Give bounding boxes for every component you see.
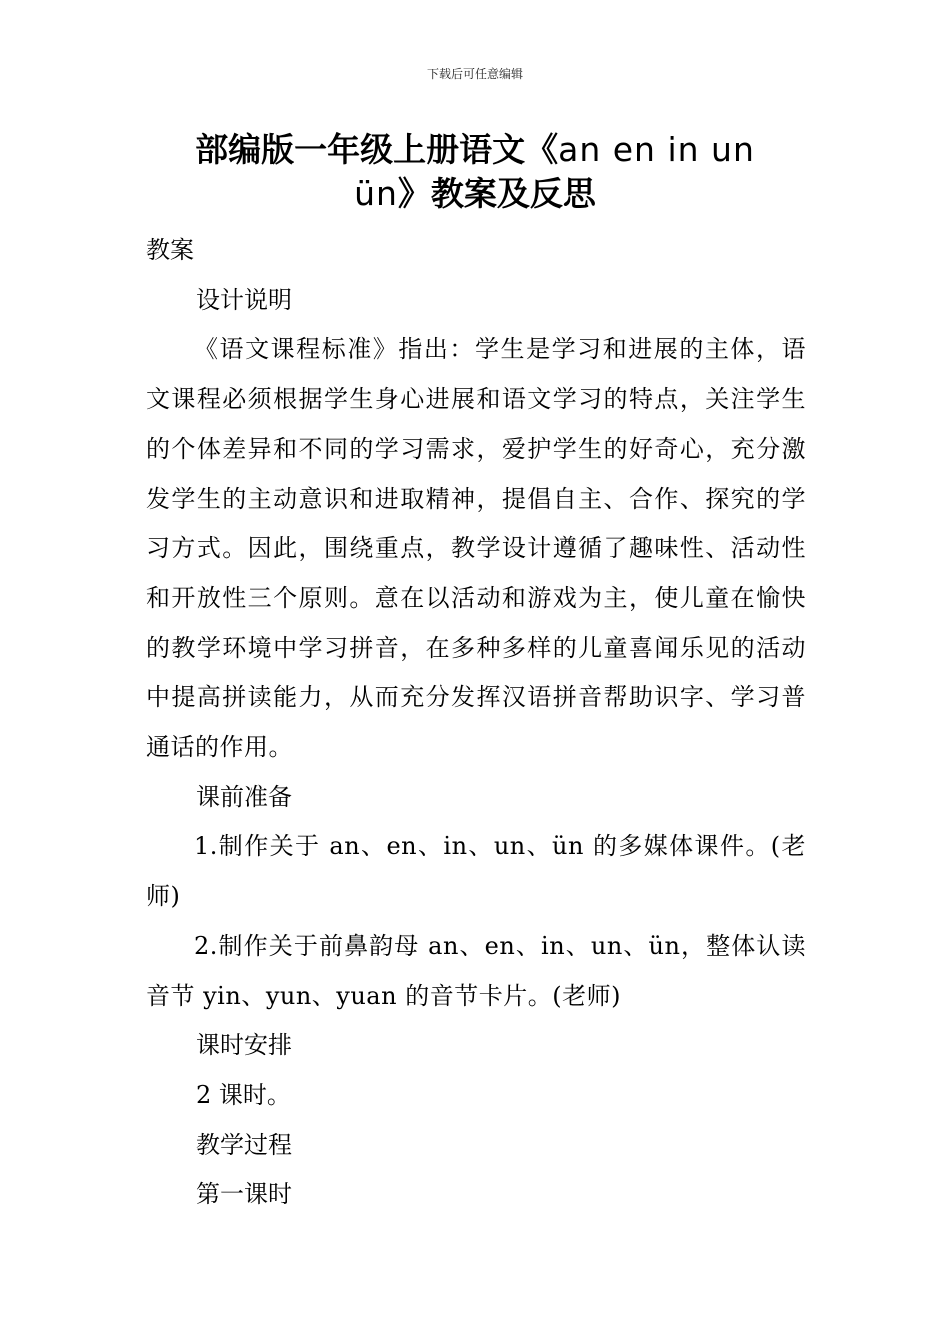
section-label: 教案 [146, 236, 194, 264]
document-body [146, 226, 806, 1220]
title-cn-part-2: 》教案及反思 [397, 174, 596, 213]
design-paragraph: 《语文课程标准》指出：学生是学习和进展的主体，语文课程必须根据学生身心进展和语文学习的特点，关注学生的个体差异和不同的学习需求，爱护学生的好奇心，充分激发学生的主动意识和进取精神，提倡自主、合作、探究的学习方式。因此，围绕重点，教学设计遵循了趣味性、活动性和开放性三个原则。意在以活动和游戏为主，使儿童在愉快的教学环境中学习拼音，在多种多样的儿童喜闻乐见的活动中提高拼读能力，从而充分发挥汉语拼音帮助识字、学习普通话的作用。 [146, 335, 806, 762]
page-title [140, 128, 810, 216]
header-note: 下载后可任意编辑 [426, 67, 523, 81]
prep-item-1: 1.制作关于 an、en、in、un、ün 的多媒体课件。(老师) [146, 832, 806, 911]
design-heading: 设计说明 [196, 285, 292, 314]
process-heading: 教学过程 [196, 1130, 292, 1159]
prep-heading: 课前准备 [196, 782, 292, 811]
first-lesson-heading: 第一课时 [196, 1180, 292, 1209]
title-latin-part-1: an en in un [558, 130, 755, 169]
title-latin-part-2: ün [354, 174, 398, 213]
schedule-text: 2 课时。 [196, 1080, 291, 1109]
schedule-heading: 课时安排 [196, 1031, 292, 1060]
prep-item-2: 2.制作关于前鼻韵母 an、en、in、un、ün，整体认读音节 yin、yun、yuan 的音节卡片。(老师) [146, 931, 806, 1010]
title-cn-part-1: 部编版一年级上册语文《 [195, 130, 559, 169]
